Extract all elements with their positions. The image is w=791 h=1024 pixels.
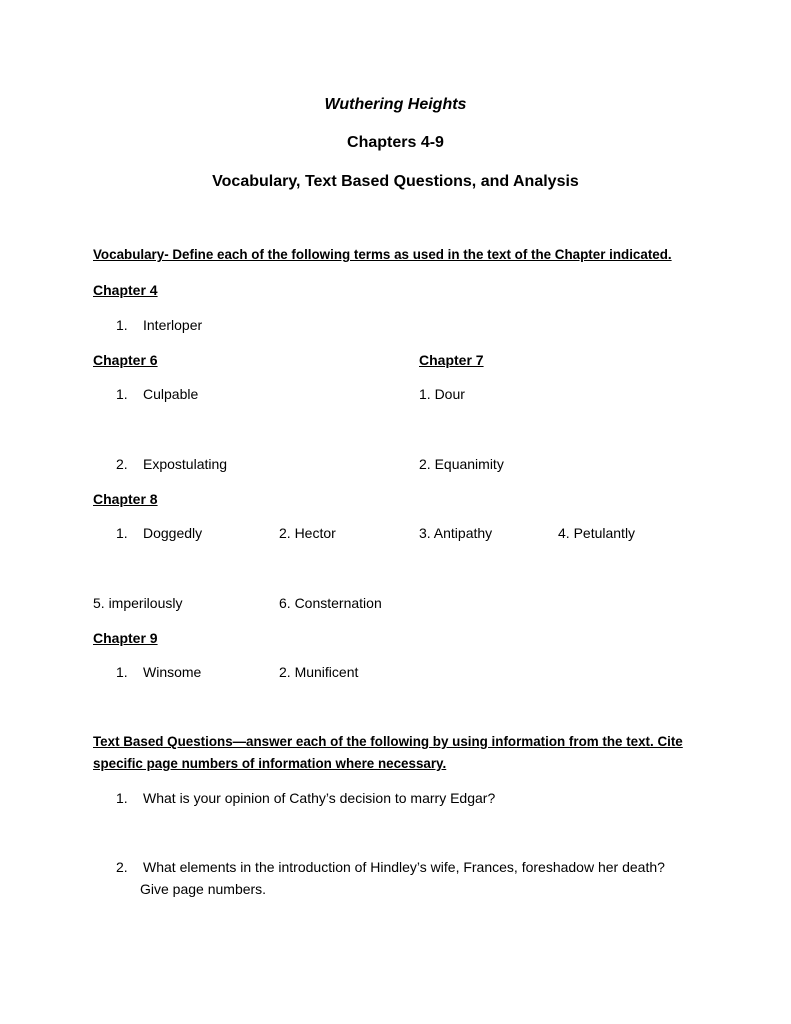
vocab-item-number: 1. (116, 386, 128, 402)
question-number: 1. (116, 790, 128, 806)
question-1-text: What is your opinion of Cathy’s decision to marry Edgar? (143, 790, 496, 806)
question-number: 2. (116, 859, 128, 875)
vocab-word-hector: 2. Hector (279, 525, 336, 541)
vocab-item-number: 2. (116, 456, 128, 472)
vocab-word-imperilously: 5. imperilously (93, 595, 183, 611)
vocabulary-instruction: Vocabulary- Define each of the following terms as used in the text of the Chapter indicated. (93, 247, 672, 262)
vocab-word-consternation: 6. Consternation (279, 595, 382, 611)
question-2-text: What elements in the introduction of Hindley’s wife, Frances, foreshadow her death? (143, 859, 665, 875)
vocab-item-number: 1. (116, 317, 128, 333)
vocab-word-expostulating: Expostulating (143, 456, 228, 472)
vocab-item-number: 1. (116, 525, 128, 541)
vocab-word-interloper: Interloper (143, 317, 203, 333)
vocab-item-number: 1. (116, 664, 128, 680)
vocab-word-culpable: Culpable (143, 386, 199, 402)
chapter-8-heading: Chapter 8 (93, 491, 158, 507)
chapter-7-heading: Chapter 7 (419, 352, 484, 368)
document-title: Wuthering Heights (324, 96, 467, 113)
chapter-6-heading: Chapter 6 (93, 352, 158, 368)
vocab-word-winsome: Winsome (143, 664, 202, 680)
vocab-word-doggedly: Doggedly (143, 525, 203, 541)
chapter-9-heading: Chapter 9 (93, 630, 158, 646)
vocab-word-equanimity: 2. Equanimity (419, 456, 504, 472)
chapters-heading: Chapters 4-9 (347, 134, 444, 151)
question-2-continuation: Give page numbers. (140, 881, 267, 897)
chapter-4-heading: Chapter 4 (93, 282, 158, 298)
vocab-word-dour: 1. Dour (419, 386, 465, 402)
vocab-word-petulantly: 4. Petulantly (558, 525, 636, 541)
questions-instruction: Text Based Questions—answer each of the following by using information from the text. Cite specific page numbers of information where necessary. (93, 734, 683, 771)
vocab-word-antipathy: 3. Antipathy (419, 525, 493, 541)
document-subtitle: Vocabulary, Text Based Questions, and Analysis (212, 173, 579, 190)
vocab-word-munificent: 2. Munificent (279, 664, 359, 680)
